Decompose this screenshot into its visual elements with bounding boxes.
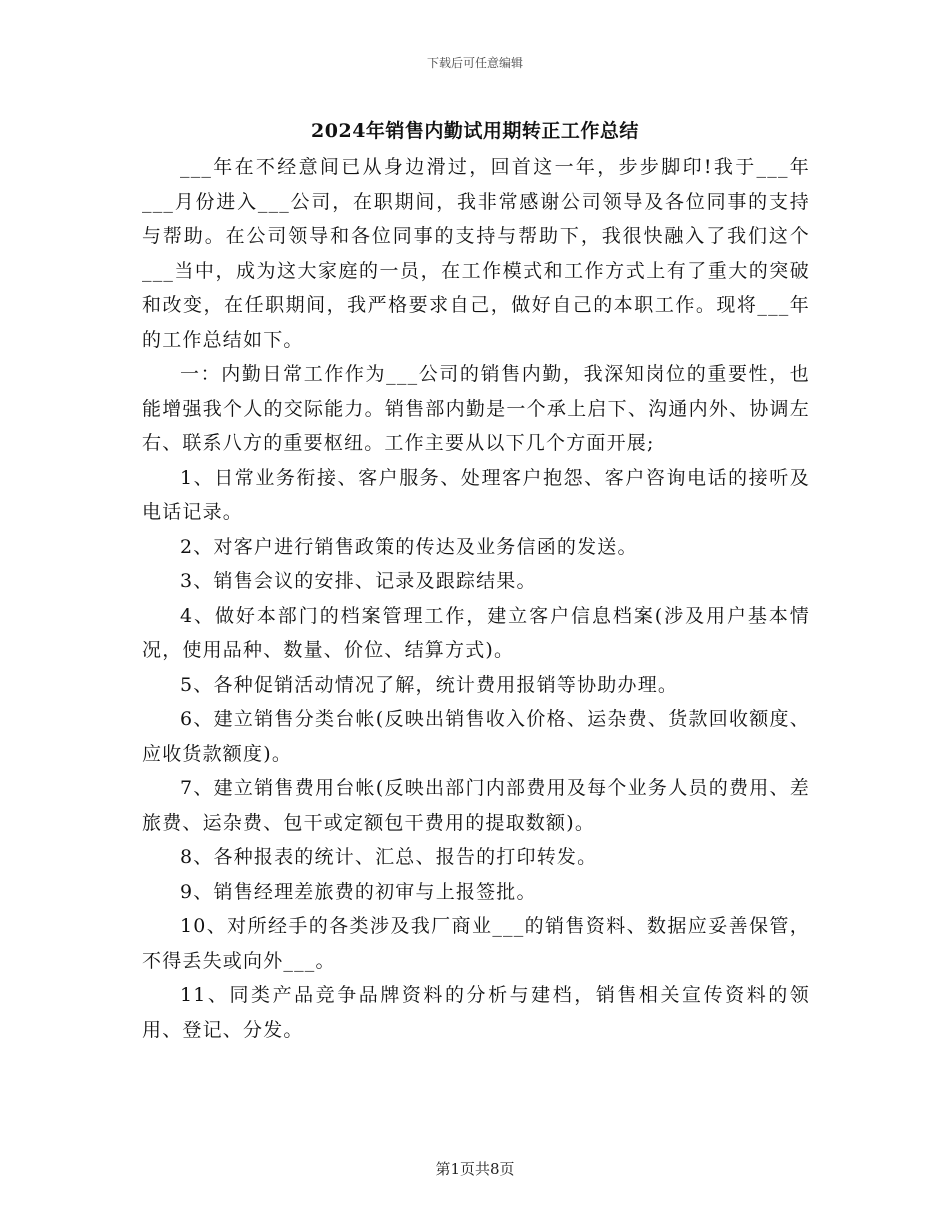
document-body [142,150,810,1047]
paragraph-item-10: 10、对所经手的各类涉及我厂商业___的销售资料、数据应妥善保管，不得丢失或向外___。 [142,915,810,972]
paragraph-intro: ___年在不经意间已从身边滑过，回首这一年，步步脚印!我于___年___月份进入___公司，在职期间，我非常感谢公司领导及各位同事的支持与帮助。在公司领导和各位同事的支持与帮助下，我很快融入了我们这个___当中，成为这大家庭的一员，在工作模式和工作方式上有了重大的突破和改变，在任职期间，我严格要求自己，做好自己的本职工作。现将___年的工作总结如下。 [142,156,810,351]
document-title: 2024年销售内勤试用期转正工作总结 [311,120,639,142]
paragraph-item-11: 11、同类产品竞争品牌资料的分析与建档，销售相关宣传资料的领用、登记、分发。 [142,984,810,1041]
paragraph-section-one: 一：内勤日常工作作为___公司的销售内勤，我深知岗位的重要性，也能增强我个人的交际能力。销售部内勤是一个承上启下、沟通内外、协调左右、联系八方的重要枢纽。工作主要从以下几个方面开展; [142,363,810,454]
paragraph-item-7: 7、建立销售费用台帐(反映出部门内部费用及每个业务人员的费用、差旅费、运杂费、包干或定额包干费用的提取数额)。 [142,777,810,834]
page-header-note: 下载后可任意编辑 [426,56,523,70]
paragraph-item-8: 8、各种报表的统计、汇总、报告的打印转发。 [180,846,598,868]
page-number-footer: 第1页共8页 [435,1160,515,1178]
paragraph-item-5: 5、各种促销活动情况了解，统计费用报销等协助办理。 [180,673,679,696]
paragraph-item-9: 9、销售经理差旅费的初审与上报签批。 [180,880,537,903]
paragraph-item-3: 3、销售会议的安排、记录及跟踪结果。 [180,570,537,592]
paragraph-item-2: 2、对客户进行销售政策的传达及业务信函的发送。 [180,535,638,558]
paragraph-item-1: 1、日常业务衔接、客户服务、处理客户抱怨、客户咨询电话的接听及电话记录。 [142,466,810,523]
paragraph-item-4: 4、做好本部门的档案管理工作，建立客户信息档案(涉及用户基本情况，使用品种、数量、价位、结算方式)。 [142,604,810,661]
paragraph-item-6: 6、建立销售分类台帐(反映出销售收入价格、运杂费、货款回收额度、应收货款额度)。 [142,708,810,765]
